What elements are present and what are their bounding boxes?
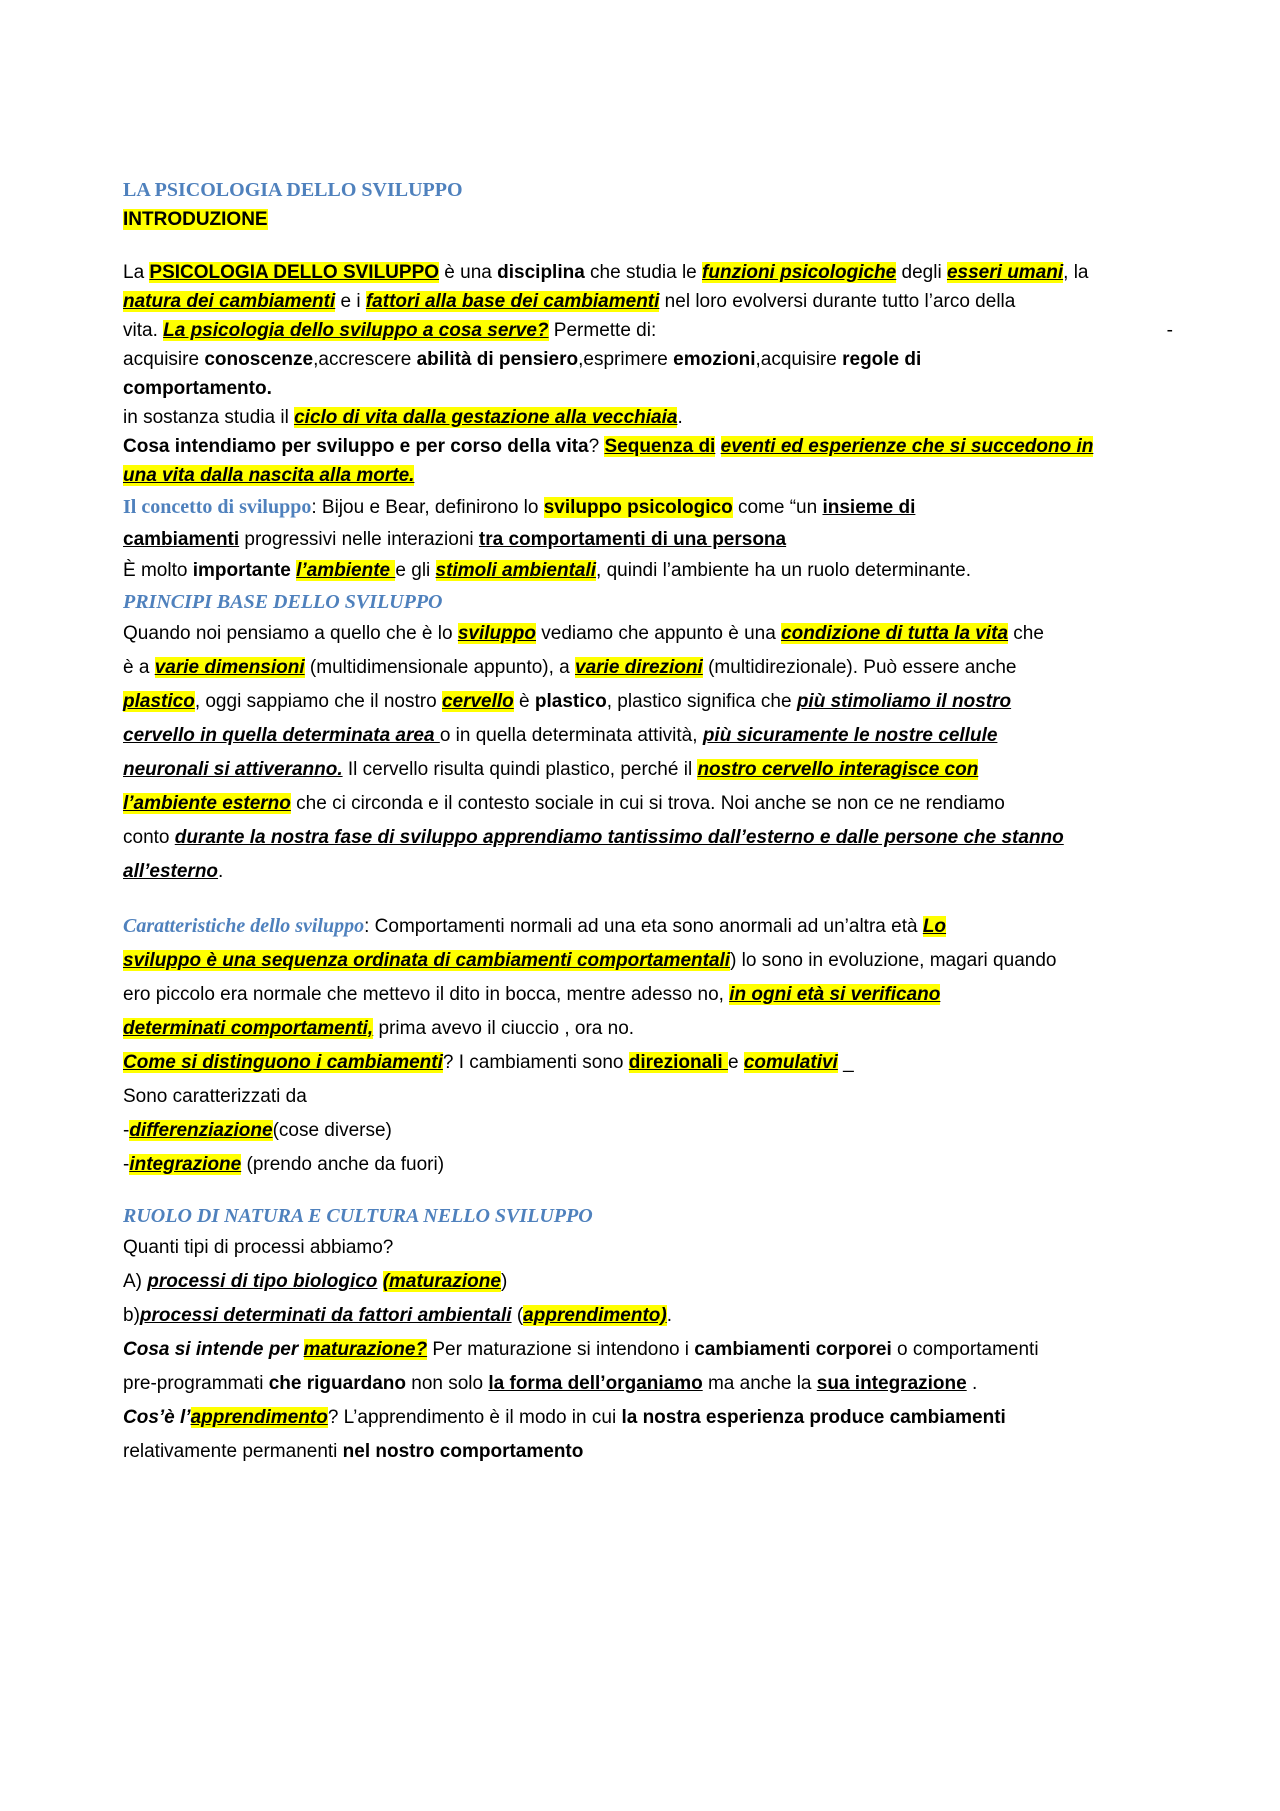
paragraph-apprendimento: [123, 1401, 1173, 1469]
document-title: LA PSICOLOGIA DELLO SVILUPPO: [123, 179, 463, 201]
paragraph-definition: [123, 258, 1173, 403]
text-line: cervello in quella determinata area o in quella determinata attività, più sicuramente le nostre cellule: [123, 725, 998, 746]
text-line: La PSICOLOGIA DELLO SVILUPPO è una disciplina che studia le funzioni psicologiche degli esseri umani, la: [123, 262, 1089, 283]
paragraph-ciclo: in sostanza studia il ciclo di vita dalla gestazione alla vecchiaia.: [123, 407, 683, 428]
text-line: Quando noi pensiamo a quello che è lo sviluppo vediamo che appunto è una condizione di tutta la vita che: [123, 623, 1044, 644]
text-line: plastico, oggi sappiamo che il nostro cervello è plastico, plastico significa che più stimoliamo il nostro: [123, 691, 1012, 712]
text-line: Cosa si intende per maturazione? Per maturazione si intendono i cambiamenti corporei o comportamenti: [123, 1339, 1039, 1360]
paragraph-ambiente: È molto importante l’ambiente e gli stimoli ambientali, quindi l’ambiente ha un ruolo determinante.: [123, 560, 971, 581]
text-line: ero piccolo era normale che mettevo il dito in bocca, mentre adesso no, in ogni età si verificano: [123, 984, 941, 1005]
list-item: A) processi di tipo biologico (maturazione): [123, 1271, 508, 1292]
text-line: Cos’è l’apprendimento? L’apprendimento è il modo in cui la nostra esperienza produce cambiamenti: [123, 1407, 1006, 1428]
text-line: vita. La psicologia dello sviluppo a cosa serve? Permette di: -: [123, 320, 1173, 341]
text-line: acquisire conoscenze,accrescere abilità di pensiero,esprimere emozioni,acquisire regole di: [123, 349, 922, 370]
principi-heading: PRINCIPI BASE DELLO SVILUPPO: [123, 591, 443, 613]
ruolo-heading: RUOLO DI NATURA E CULTURA NELLO SVILUPPO: [123, 1205, 593, 1227]
text-line: all’esterno.: [123, 861, 224, 882]
intro-heading-text: INTRODUZIONE: [123, 209, 268, 230]
text-line: determinati comportamenti, prima avevo il ciuccio , ora no.: [123, 1018, 635, 1039]
list-item: -integrazione (prendo anche da fuori): [123, 1154, 445, 1175]
paragraph-caratterizzati: Sono caratterizzati da: [123, 1086, 307, 1107]
paragraph-sviluppo: [123, 432, 1173, 490]
text-line: conto durante la nostra fase di sviluppo apprendiamo tantissimo dall’esterno e dalle persone che stanno: [123, 827, 1064, 848]
document-page: [123, 176, 1173, 1469]
text-line: relativamente permanenti nel nostro comportamento: [123, 1441, 584, 1462]
paragraph-principi: [123, 617, 1173, 889]
intro-heading: [123, 205, 1173, 234]
text-line: Il concetto di sviluppo: Bijou e Bear, definirono lo sviluppo psicologico come “un insieme di: [123, 496, 916, 518]
text-line: Cosa intendiamo per sviluppo e per corso della vita? Sequenza di eventi ed esperienze che si succedono in: [123, 436, 1094, 457]
text-line: pre-programmati che riguardano non solo la forma dell’organiamo ma anche la sua integrazione .: [123, 1373, 978, 1394]
paragraph-concetto: [123, 490, 1173, 554]
text-line: comportamento.: [123, 378, 272, 399]
text-line: è a varie dimensioni (multidimensionale appunto), a varie direzioni (multidirezionale). Può essere anche: [123, 657, 1017, 678]
paragraph-maturazione: [123, 1333, 1173, 1401]
text-line: Caratteristiche dello sviluppo: Comportamenti normali ad una eta sono anormali ad un’altra età Lo: [123, 915, 947, 937]
paragraph-processi: Quanti tipi di processi abbiamo?: [123, 1237, 394, 1258]
text-line: cambiamenti progressivi nelle interazioni tra comportamenti di una persona: [123, 529, 787, 550]
list-item: b)processi determinati da fattori ambientali (apprendimento).: [123, 1305, 673, 1326]
paragraph-caratteristiche: [123, 909, 1173, 1046]
list-item: -differenziazione(cose diverse): [123, 1120, 392, 1141]
paragraph-cambiamenti: Come si distinguono i cambiamenti? I cambiamenti sono direzionali e comulativi _: [123, 1052, 854, 1073]
text-line: sviluppo è una sequenza ordinata di cambiamenti comportamentali) lo sono in evoluzione, magari quando: [123, 950, 1057, 971]
text-line: neuronali si attiveranno. Il cervello risulta quindi plastico, perché il nostro cervello interagisce con: [123, 759, 979, 780]
text-line: natura dei cambiamenti e i fattori alla base dei cambiamenti nel loro evolversi durante tutto l’arco della: [123, 291, 1016, 312]
text-line: l’ambiente esterno che ci circonda e il contesto sociale in cui si trova. Noi anche se non ce ne rendiamo: [123, 793, 1005, 814]
text-line: una vita dalla nascita alla morte.: [123, 465, 415, 486]
